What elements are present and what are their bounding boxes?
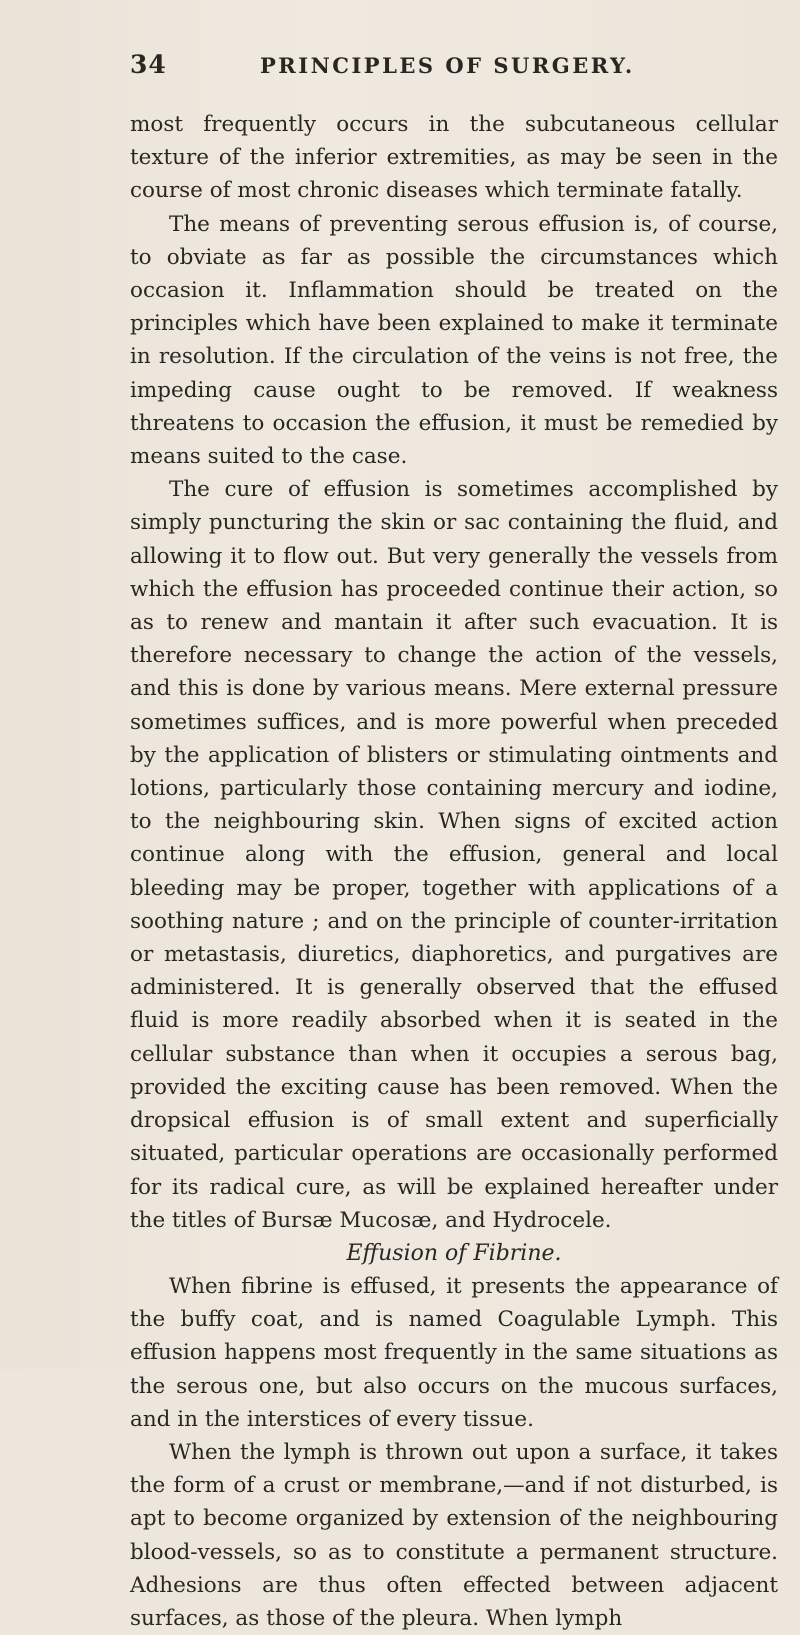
paragraph-prevention: The means of preventing serous effusion is, of course, to obviate as far as possible the circumstances which occasion it. Inflammation should be treated on the principles which have been explained to make it terminate in resolution. If the circulation of the veins is not free, the impeding cause ought to be removed. If weakness threatens to occasion the effusion, it must be remedied by means suited to the case. — [130, 211, 778, 470]
running-title: PRINCIPLES OF SURGERY. — [260, 53, 635, 78]
paragraph-cure: The cure of effusion is sometimes accomplished by simply puncturing the skin or sac containing the fluid, and allowing it to flow out. But very generally the vessels from which the effusion has proceeded continue their action, so as to renew and mantain it after such evacuation. It is therefore necessary to change the action of the vessels, and this is done by various means. Mere external pressure sometimes suffices, and is more powerful when preceded by the application of blisters or stimulating ointments and lotions, particularly those containing mercury and iodine, to the neighbouring skin. When signs of excited action continue along with the effusion, general and local bleeding may be proper, together with applications of a soothing nature ; and on the principle of counter-irritation or metastasis, diuretics, diaphoretics, and purgatives are administered. It is generally observed that the effused fluid is more readily absorbed when it is seated in the cellular substance than when it occupies a serous bag, provided the exciting cause has been removed. When the dropsical effusion is of small extent and superficially situated, particular operations are occasionally performed for its radical cure, as will be explained hereafter under the titles of Bursæ Mucosæ, and Hydrocele. — [130, 477, 778, 1233]
section-heading: Effusion of Fibrine. — [346, 1240, 562, 1266]
paragraph-fibrine: When fibrine is effused, it presents the appearance of the buffy coat, and is named Coagulable Lymph. This effusion happens most frequently in the same situations as the serous one, but also occurs on the mucous surfaces, and in the interstices of every tissue. — [130, 1273, 778, 1432]
paragraph-lymph: When the lymph is thrown out upon a surface, it takes the form of a crust or membrane,—and if not disturbed, is apt to become organized by extension of the neighbouring blood-vessels, so as to constitute a permanent structure. Adhesions are thus often effected between adjacent surfaces, as those of the pleura. When lymph — [130, 1439, 778, 1631]
page-number: 34 — [130, 50, 167, 79]
paragraph-continued: most frequently occurs in the subcutaneous cellular texture of the inferior extremities, as may be seen in the course of most chronic diseases which terminate fatally. — [130, 112, 778, 204]
running-head — [130, 50, 770, 80]
body-text — [130, 108, 778, 1635]
